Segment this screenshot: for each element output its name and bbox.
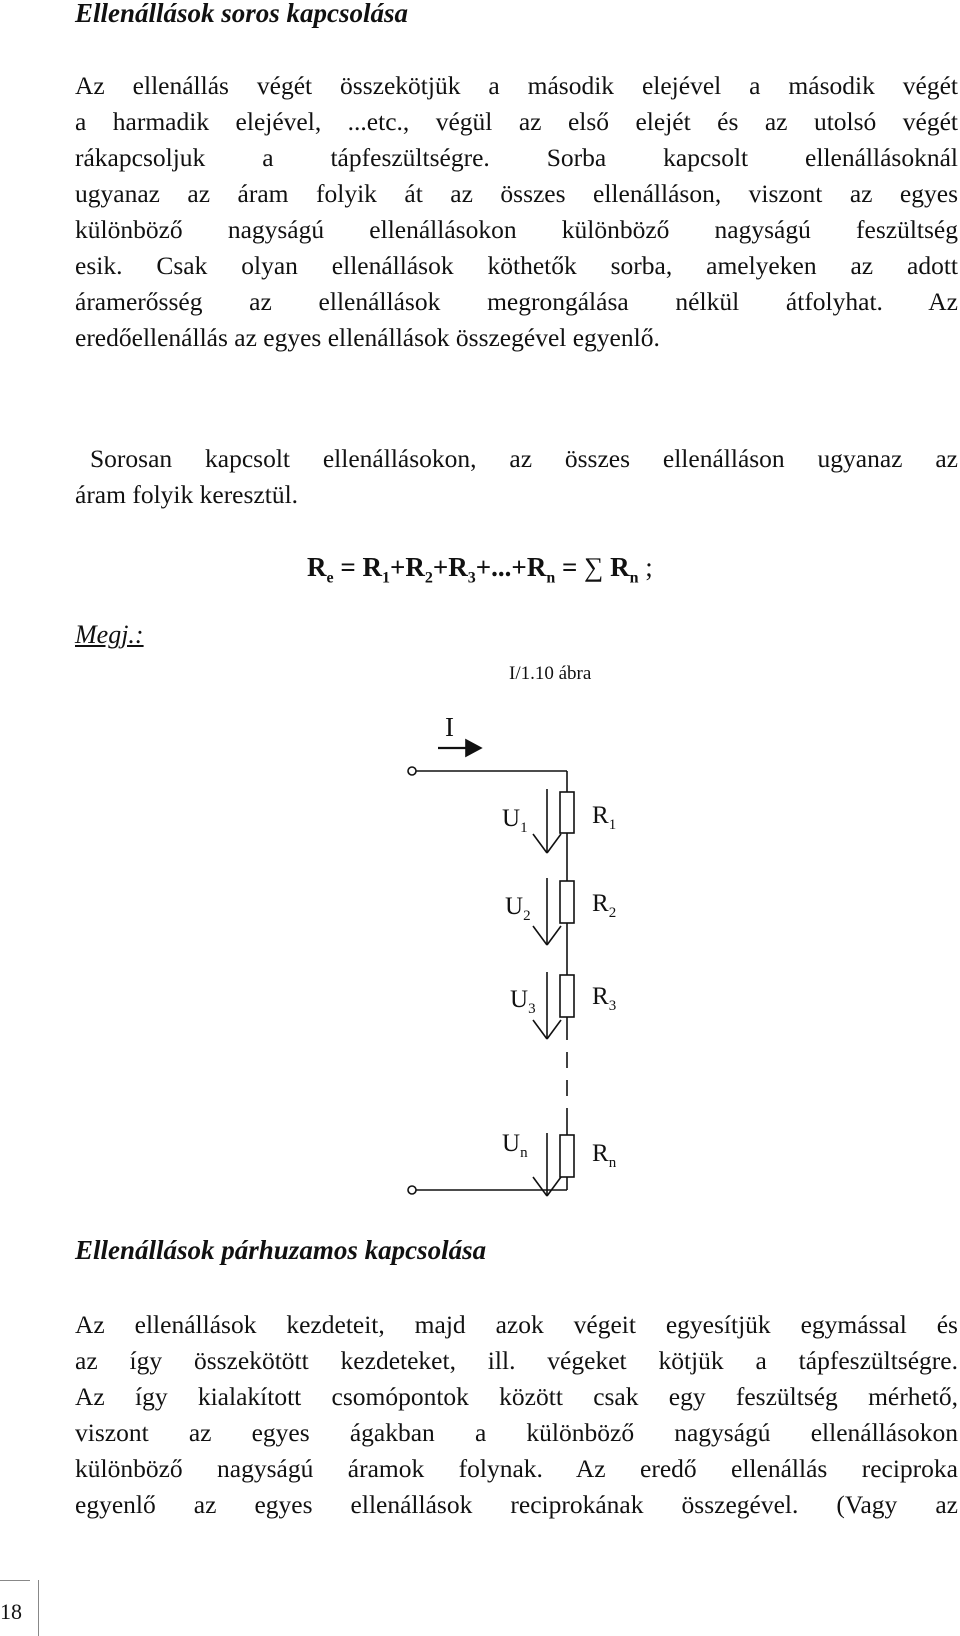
- text-line: különböző nagyságú áramok folynak. Az eredő ellenállás reciproka: [75, 1454, 958, 1483]
- resistor-r3: [560, 975, 574, 1017]
- label-u1: $U_1$: [502, 805, 528, 836]
- figure-caption: I/1.10 ábra: [509, 663, 592, 684]
- resistor-rn: [560, 1135, 574, 1177]
- text-line: egyenlő az egyes ellenállások reciprokának összegével. (Vagy az: [75, 1490, 958, 1519]
- series-resistance-formula: $R_e = R_1+R_2+R_3+...+R_n$ = ∑ $R_n$ ;: [307, 552, 653, 587]
- text-line: Az így kialakított csomópontok között csak egy feszültség mérhető,: [75, 1382, 958, 1411]
- current-arrow-head: [466, 740, 481, 756]
- page-number: 18: [0, 1599, 22, 1624]
- label-u3: $U_3$: [510, 986, 536, 1017]
- parallel-paragraph: [75, 1307, 958, 1523]
- text-line: viszont az egyes ágakban a különböző nagyságú ellenállásokon: [75, 1418, 958, 1447]
- note-label: Megj.:: [75, 620, 144, 649]
- current-label: I: [445, 712, 454, 742]
- text-line: áramerősség az ellenállások megrongálása nélkül átfolyhat. Az: [75, 287, 958, 316]
- label-u2: $U_2$: [505, 893, 531, 924]
- label-r3: $R_3$: [592, 983, 617, 1014]
- text-line: áram folyik keresztül.: [75, 480, 299, 509]
- resistor-r1: [560, 792, 574, 833]
- text-line: esik. Csak olyan ellenállások köthetők sorba, amelyeken az adott: [75, 251, 958, 280]
- text-line: Az ellenállás végét összekötjük a második elejével a második végét: [75, 71, 958, 100]
- section-title-series: Ellenállások soros kapcsolása: [75, 0, 409, 28]
- page-corner-rule: [38, 1580, 39, 1636]
- label-r2: $R_2$: [592, 890, 617, 921]
- terminal-bottom: [408, 1186, 416, 1194]
- sigma-symbol: ∑: [584, 552, 604, 582]
- voltage-arrow-u3: [533, 972, 561, 1039]
- terminal-top: [408, 767, 416, 775]
- page-corner-rule: [0, 1580, 30, 1581]
- voltage-arrow-u1: [533, 789, 561, 853]
- text-line: ugyanaz az áram folyik át az összes ellenálláson, viszont az egyes: [75, 179, 958, 208]
- voltage-arrow-u2: [533, 878, 561, 945]
- text-line: Az ellenállások kezdeteit, majd azok végeit egyesítjük egymással és: [75, 1310, 958, 1339]
- voltage-arrow-un: [533, 1133, 561, 1196]
- text-line: eredőellenállás az egyes ellenállások összegével egyenlő.: [75, 323, 660, 352]
- text-line: az így összekötött kezdeteket, ill. végeket kötjük a tápfeszültségre.: [75, 1346, 958, 1375]
- label-un: $U_n$: [502, 1130, 528, 1161]
- resistor-r2: [560, 881, 574, 923]
- section-title-parallel: Ellenállások párhuzamos kapcsolása: [75, 1235, 487, 1265]
- label-rn: $R_n$: [592, 1140, 617, 1171]
- text-line: rákapcsoljuk a tápfeszültségre. Sorba kapcsolt ellenállásoknál: [75, 143, 958, 172]
- text-line: különböző nagyságú ellenállásokon különböző nagyságú feszültség: [75, 215, 958, 244]
- label-r1: $R_1$: [592, 802, 617, 833]
- text-line: Sorosan kapcsolt ellenállásokon, az összes ellenálláson ugyanaz az: [90, 444, 958, 473]
- text-line: a harmadik elejével, ...etc., végül az első elejét és az utolsó végét: [75, 107, 958, 136]
